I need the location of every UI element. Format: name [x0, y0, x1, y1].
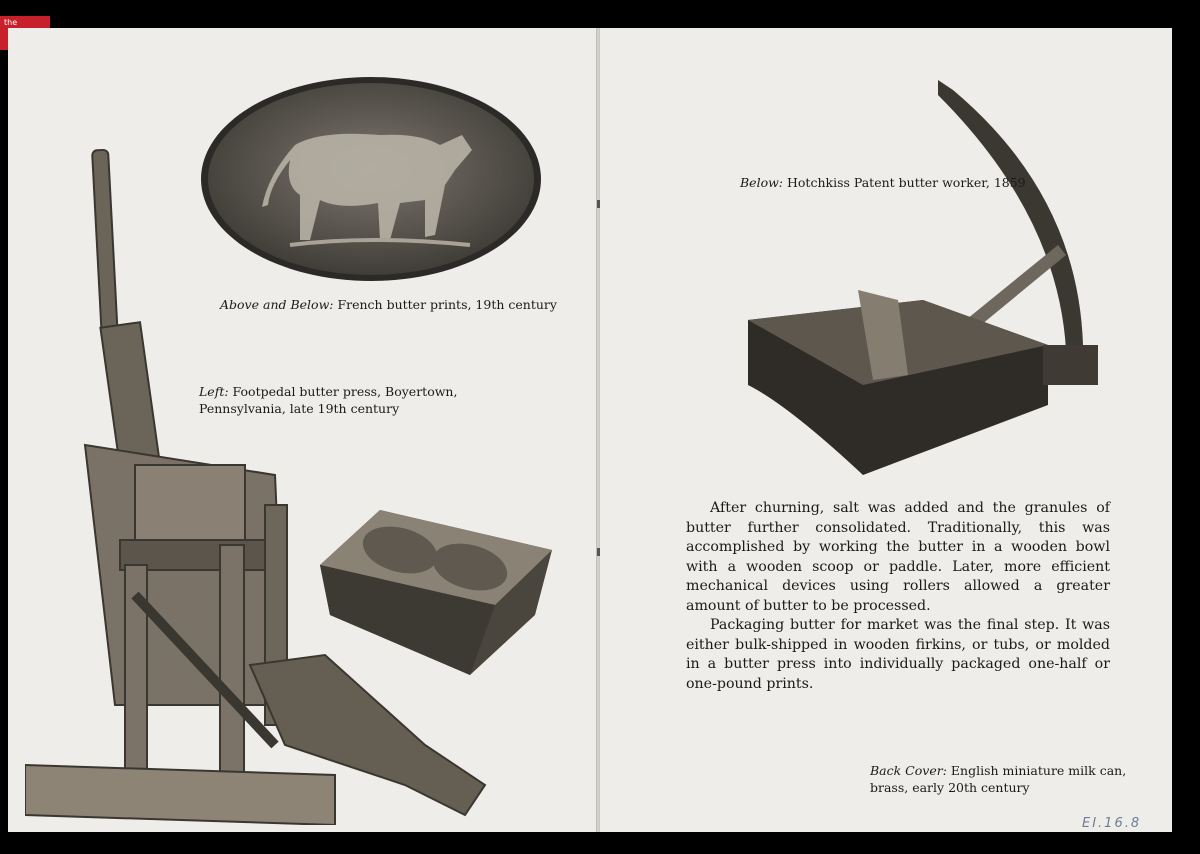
catalog-mark: EI.16.8	[1082, 816, 1142, 831]
paragraph-packaging: Packaging butter for market was the final step. It was either bulk-shipped in wooden firkins, or tubs, or molded in a butter press into individually packaged one-half or one-pound prints.	[686, 617, 1110, 692]
paragraph-churning: After churning, salt was added and the granules of butter further consolidated. Traditionally, this was accomplished by working the butter in a wooden bowl with a wooden scoop or paddle. Later, more efficient mechanical devices using rollers allowed a greater amount of butter to be processed.	[686, 500, 1110, 614]
caption-hotchkiss: Below: Hotchkiss Patent butter worker, 1859	[740, 175, 1026, 190]
body-text	[686, 499, 1110, 694]
henry-ford-logo: the	[0, 16, 50, 50]
hotchkiss-butter-worker-image	[748, 75, 1104, 475]
caption-back-cover: Back Cover: English miniature milk can, brass, early 20th century	[870, 763, 1127, 795]
footpedal-butter-press-image	[25, 145, 495, 825]
rectangular-butter-print-image	[320, 505, 552, 680]
caption-footpedal: Left: Footpedal butter press, Boyertown, Pennsylvania, late 19th century	[199, 384, 458, 416]
caption-french-prints: Above and Below: French butter prints, 19th century	[220, 297, 557, 312]
